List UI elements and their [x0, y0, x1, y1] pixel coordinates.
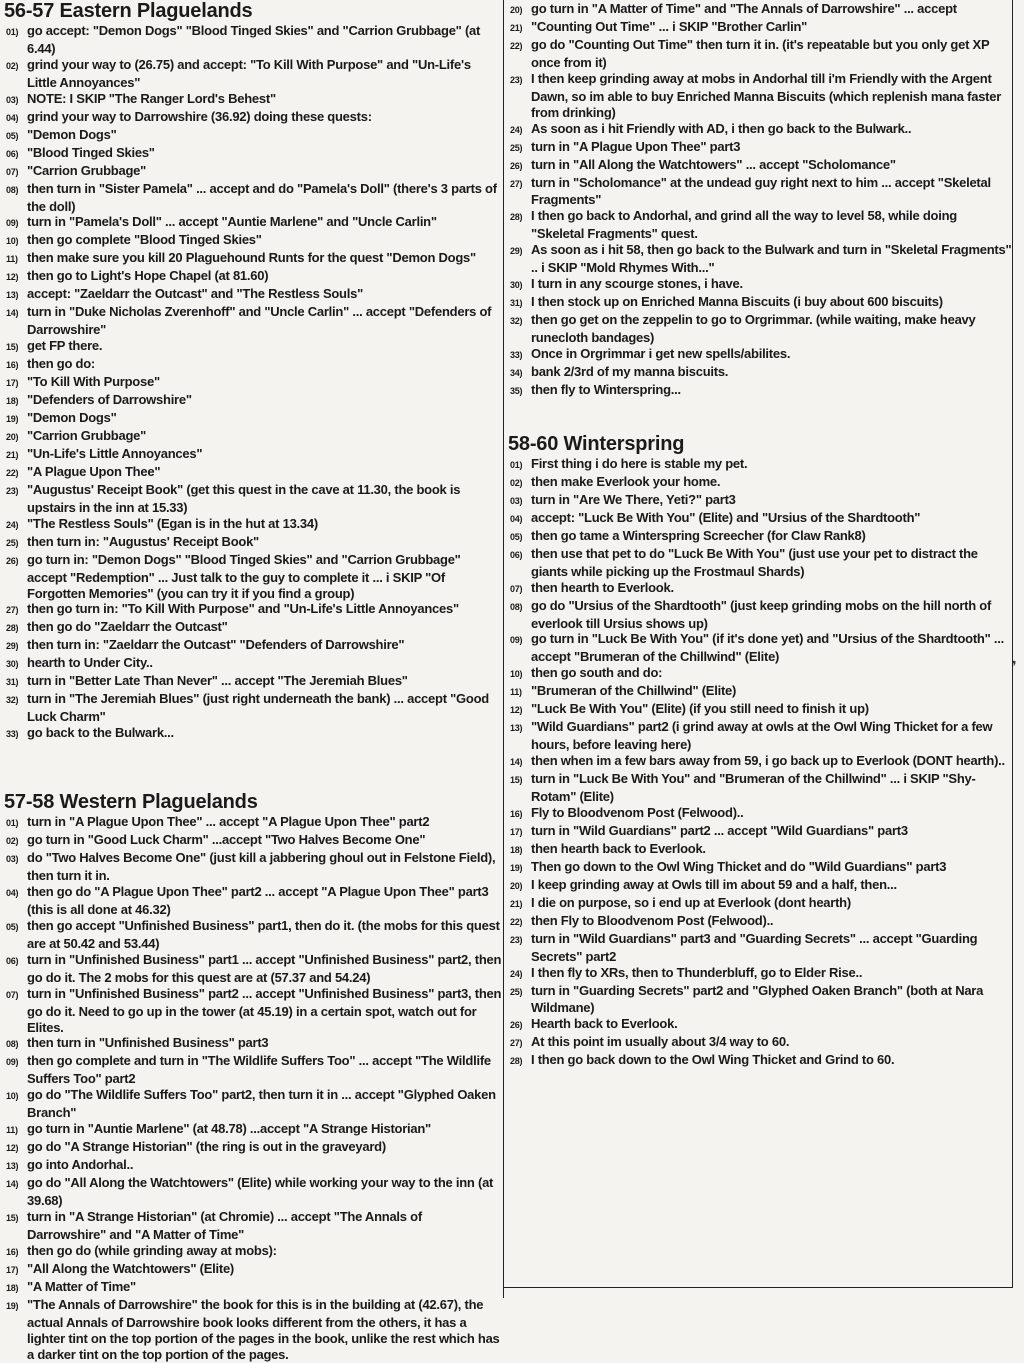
step-text: turn in "The Jeremiah Blues" (just right underneath the bank) ... accept "Good Luck Charm": [27, 691, 489, 725]
step-item: [0, 1087, 503, 1121]
step-text: do "Two Halves Become One" (just kill a jabbering ghoul out in Felstone Field), then turn it in.: [27, 849, 496, 883]
step-item: [0, 250, 503, 268]
step-item: [0, 850, 503, 884]
step-text: As soon as i hit 58, then go back to the Bulwark and turn in "Skeletal Fragments" .. i SKIP "Mold Rhymes With...": [531, 242, 1012, 276]
step-item: [504, 546, 1012, 580]
step-number: 06): [510, 549, 523, 560]
step-item: [0, 691, 503, 725]
section-title-eastern-plaguelands: 56-57 Eastern Plaguelands: [4, 0, 253, 22]
step-item: [0, 1209, 503, 1243]
step-item: [0, 410, 503, 428]
step-text: turn in "Unfinished Business" part1 ... accept "Unfinished Business" part2, then go do it. The 2 mobs for this quest are at (57.37 and 54.24): [27, 951, 502, 985]
step-number: 29): [510, 246, 523, 257]
step-number: 21): [6, 449, 19, 460]
step-number: 10): [6, 236, 19, 247]
step-item: [0, 1139, 503, 1157]
step-number: 16): [510, 808, 523, 819]
step-text: turn in "Unfinished Business" part2 ... accept "Unfinished Business" part3, then go do it. Need to go up in the tower (at 45.19) in a certain spot, watch out for Elites.: [27, 985, 502, 1035]
step-text: then go complete "Blood Tinged Skies": [27, 232, 262, 248]
step-item: [504, 276, 1012, 294]
step-number: 20): [510, 5, 523, 15]
eastern-plaguelands-steps: [0, 23, 503, 743]
step-item: [504, 753, 1012, 771]
step-item: [504, 364, 1012, 382]
step-number: 17): [6, 1264, 19, 1275]
step-item: [0, 516, 503, 534]
step-number: 05): [6, 130, 19, 141]
step-number: 08): [6, 1039, 19, 1050]
step-item: [0, 552, 503, 602]
step-item: [504, 1052, 1012, 1070]
step-item: [0, 601, 503, 619]
step-item: [0, 304, 503, 338]
step-number: 20): [6, 431, 19, 442]
step-number: 07): [6, 166, 19, 177]
step-number: 21): [510, 22, 523, 33]
step-item: [0, 286, 503, 304]
step-text: turn in "Guarding Secrets" part2 and "Glyphed Oaken Branch" (both at Nara Wildmane): [531, 982, 984, 1016]
step-number: 22): [510, 916, 523, 927]
step-number: 11): [6, 1125, 18, 1136]
step-item: [0, 127, 503, 145]
step-number: 07): [6, 989, 19, 1000]
step-item: [504, 841, 1012, 859]
step-number: 15): [6, 1213, 19, 1223]
step-item: [0, 145, 503, 163]
step-text: then turn in "Sister Pamela" ... accept and do "Pamela's Doll" (there's 3 parts of the doll): [27, 180, 497, 214]
step-text: turn in "Wild Guardians" part2 ... accept "Wild Guardians" part3: [531, 822, 908, 838]
step-number: 20): [510, 880, 523, 891]
step-text: "Carrion Grubbage": [27, 162, 147, 178]
step-text: I then go back down to the Owl Wing Thicket and Grind to 60.: [531, 1052, 895, 1068]
step-text: go turn in: "Demon Dogs" "Blood Tinged Skies" and "Carrion Grubbage" accept "Redemption" ... Just talk to the guy to complete it ... i SKIP "Of Forgotten Memories" (you can try it if you find a group): [27, 551, 461, 601]
step-item: [0, 464, 503, 482]
step-text: turn in "Are We There, Yeti?" part3: [531, 491, 736, 507]
step-text: "The Restless Souls" (Egan is in the hut at 13.34): [27, 515, 318, 531]
step-number: 29): [6, 641, 19, 652]
step-text: then turn in "Unfinished Business" part3: [27, 1035, 269, 1051]
step-item: [0, 986, 503, 1036]
step-number: 27): [6, 605, 19, 616]
step-text: then go complete and turn in "The Wildlife Suffers Too" ... accept "The Wildlife Suffers Too" part2: [27, 1053, 491, 1087]
step-text: then go accept "Unfinished Business" part1, then do it. (the mobs for this quest are at 50.42 and 53.44): [27, 917, 500, 951]
step-item: [0, 1243, 503, 1261]
step-text: turn in "Duke Nicholas Zverenhoff" and "Uncle Carlin" ... accept "Defenders of Darrowshire": [27, 304, 492, 338]
step-number: 08): [6, 184, 19, 195]
step-item: [504, 208, 1012, 242]
step-number: 32): [6, 695, 19, 706]
step-text: turn in "Pamela's Doll" ... accept "Auntie Marlene" and "Uncle Carlin": [27, 214, 437, 230]
step-number: 04): [6, 887, 19, 898]
step-text: "All Along the Watchtowers" (Elite): [27, 1260, 235, 1276]
step-number: 28): [510, 1056, 523, 1067]
step-number: 16): [6, 360, 19, 371]
step-number: 13): [6, 1161, 19, 1172]
step-item: [504, 931, 1012, 965]
step-item: [0, 214, 503, 232]
step-number: 07): [510, 583, 523, 594]
step-number: 17): [6, 378, 19, 389]
step-number: 05): [510, 531, 523, 542]
step-item: [504, 121, 1012, 139]
step-item: [0, 482, 503, 516]
step-number: 17): [510, 826, 523, 837]
step-text: "Demon Dogs": [27, 126, 117, 142]
step-text: Hearth back to Everlook.: [531, 1016, 678, 1032]
step-item: [0, 637, 503, 655]
step-text: turn in "Wild Guardians" part3 and "Guarding Secrets" ... accept "Guarding Secrets" part2: [531, 930, 978, 964]
section-title-winterspring: 58-60 Winterspring: [508, 432, 685, 455]
step-text: accept: "Zaeldarr the Outcast" and "The Restless Souls": [27, 286, 364, 302]
step-text: then hearth back to Everlook.: [531, 840, 706, 856]
step-item: [504, 823, 1012, 841]
step-item: [504, 492, 1012, 510]
step-number: 05): [6, 921, 19, 932]
step-item: [504, 528, 1012, 546]
step-item: [504, 157, 1012, 175]
step-text: then go get on the zeppelin to go to Orgrimmar. (while waiting, make heavy runecloth bandages): [531, 312, 976, 346]
step-text: Then go down to the Owl Wing Thicket and do "Wild Guardians" part3: [531, 858, 947, 874]
step-text: I turn in any scourge stones, i have.: [531, 276, 743, 292]
step-text: then when im a few bars away from 59, i go back up to Everlook (DONT hearth)..: [531, 753, 1005, 769]
step-number: 22): [510, 40, 523, 51]
step-number: 02): [6, 836, 19, 847]
step-text: go turn in "A Matter of Time" and "The Annals of Darrowshire" ... accept: [531, 1, 957, 16]
left-column: [0, 0, 504, 1362]
step-text: go do "Ursius of the Shardtooth" (just keep grinding mobs on the hill north of everlook till Ursius shows up): [531, 597, 992, 631]
step-number: 06): [6, 955, 19, 966]
step-number: 04): [6, 112, 19, 123]
step-number: 26): [510, 1020, 523, 1031]
step-number: 25): [510, 986, 523, 997]
step-item: [0, 1261, 503, 1279]
step-number: 31): [510, 298, 523, 309]
step-number: 30): [6, 659, 19, 670]
step-item: [504, 510, 1012, 528]
step-item: [0, 725, 503, 743]
step-item: [504, 294, 1012, 312]
step-number: 04): [510, 513, 523, 524]
step-text: First thing i do here is stable my pet.: [531, 455, 748, 471]
step-number: 24): [510, 968, 523, 979]
step-text: go accept: "Demon Dogs" "Blood Tinged Skies" and "Carrion Grubbage" (at 6.44): [27, 23, 481, 56]
right-column: [504, 0, 1013, 1288]
step-text: hearth to Under City..: [27, 655, 153, 671]
step-text: then make Everlook your home.: [531, 473, 721, 489]
step-item: [0, 1297, 503, 1363]
step-item: [504, 859, 1012, 877]
step-number: 24): [6, 519, 19, 530]
step-text: then Fly to Bloodvenom Post (Felwood)..: [531, 912, 774, 928]
step-number: 12): [6, 272, 19, 283]
step-item: [0, 1035, 503, 1053]
step-number: 25): [6, 537, 19, 548]
step-number: 23): [6, 485, 19, 496]
step-text: turn in "A Plague Upon Thee" ... accept "A Plague Upon Thee" part2: [27, 814, 430, 830]
step-item: [0, 1121, 503, 1139]
step-text: go turn in "Auntie Marlene" (at 48.78) ...accept "A Strange Historian": [27, 1121, 431, 1137]
step-text: "Carrion Grubbage": [27, 427, 147, 443]
step-text: go do "All Along the Watchtowers" (Elite) while working your way to the inn (at 39.68): [27, 1175, 494, 1209]
step-text: get FP there.: [27, 338, 103, 354]
step-item: [504, 805, 1012, 823]
step-item: [0, 619, 503, 637]
step-text: then turn in: "Zaeldarr the Outcast" "Defenders of Darrowshire": [27, 637, 405, 653]
step-text: then hearth to Everlook.: [531, 579, 674, 595]
step-item: [504, 139, 1012, 157]
step-item: [504, 877, 1012, 895]
step-number: 23): [510, 934, 523, 945]
step-item: [504, 719, 1012, 753]
step-item: [504, 598, 1012, 632]
step-text: "To Kill With Purpose": [27, 374, 160, 390]
step-text: "A Plague Upon Thee": [27, 463, 161, 479]
step-number: 19): [510, 862, 523, 873]
step-item: [0, 428, 503, 446]
step-item: [0, 392, 503, 410]
step-text: then go do "Zaeldarr the Outcast": [27, 619, 228, 635]
step-number: 34): [510, 368, 523, 379]
step-item: [0, 109, 503, 127]
step-item: [504, 701, 1012, 719]
step-text: then go do "A Plague Upon Thee" part2 ... accept "A Plague Upon Thee" part3 (this is all done at 46.32): [27, 883, 489, 917]
step-number: 14): [510, 757, 523, 768]
step-number: 01): [510, 459, 523, 470]
step-item: [504, 71, 1012, 121]
step-text: then fly to Winterspring...: [531, 381, 681, 397]
step-number: 12): [510, 705, 523, 716]
step-number: 12): [6, 1143, 19, 1154]
step-text: go do "The Wildlife Suffers Too" part2, then turn it in ... accept "Glyphed Oaken Branch": [27, 1087, 496, 1121]
step-text: "The Annals of Darrowshire" the book for this is in the building at (42.67), the actual Annals of Darrowshire book looks different from the others, it has a lighter tint on the top portion of the pages in the book, unlike the rest which has a darker tint on the top portion of the pages.: [27, 1296, 500, 1362]
step-text: turn in "A Plague Upon Thee" part3: [531, 138, 741, 154]
step-item: [504, 1, 1012, 19]
step-number: 13): [510, 723, 523, 734]
step-number: 23): [510, 74, 523, 85]
step-number: 21): [510, 898, 523, 909]
step-item: [0, 91, 503, 109]
step-text: then go do:: [27, 356, 96, 372]
step-text: I then keep grinding away at mobs in Andorhal till i'm Friendly with the Argent Dawn, so im able to buy Enriched Manna Biscuits (which replenish mana faster from drinking): [531, 70, 1002, 120]
step-item: [504, 474, 1012, 492]
step-item: [0, 181, 503, 215]
step-item: [504, 1016, 1012, 1034]
step-number: 18): [510, 844, 523, 855]
step-number: 19): [6, 1300, 19, 1311]
step-item: [504, 242, 1012, 276]
step-number: 24): [510, 124, 523, 135]
step-text: "Defenders of Darrowshire": [27, 392, 192, 408]
step-item: [0, 23, 503, 57]
step-item: [504, 631, 1012, 665]
step-number: 11): [510, 687, 522, 698]
step-item: [0, 446, 503, 464]
step-text: then go tame a Winterspring Screecher (for Claw Rank8): [531, 527, 866, 543]
step-item: [504, 456, 1012, 474]
step-text: go do "Counting Out Time" then turn it in. (it's repeatable but you only get XP once from it): [531, 36, 990, 70]
step-number: 32): [510, 316, 523, 327]
step-text: then make sure you kill 20 Plaguehound Runts for the quest "Demon Dogs": [27, 250, 476, 266]
step-number: 22): [6, 467, 19, 478]
step-item: [504, 665, 1012, 683]
step-text: turn in "Scholomance" at the undead guy right next to him ... accept "Skeletal Fragments": [531, 174, 991, 208]
step-number: 02): [6, 60, 19, 71]
step-item: [504, 983, 1012, 1017]
step-item: [504, 37, 1012, 71]
step-item: [0, 232, 503, 250]
step-number: 30): [510, 280, 523, 291]
step-text: At this point im usually about 3/4 way to 60.: [531, 1034, 790, 1050]
step-number: 16): [6, 1246, 19, 1257]
step-text: I then fly to XRs, then to Thunderbluff, go to Elder Rise..: [531, 964, 863, 980]
step-text: go back to the Bulwark...: [27, 725, 174, 741]
step-text: "Blood Tinged Skies": [27, 144, 155, 160]
step-number: 28): [510, 212, 523, 223]
step-text: "Wild Guardians" part2 (i grind away at owls at the Owl Wing Thicket for a few hours, before leaving here): [531, 719, 993, 753]
step-number: 25): [510, 142, 523, 153]
step-number: 35): [510, 385, 523, 396]
step-item: [0, 57, 503, 91]
step-number: 03): [6, 853, 19, 864]
step-item: [504, 965, 1012, 983]
step-item: [0, 338, 503, 356]
step-text: I then go back to Andorhal, and grind all the way to level 58, while doing "Skeletal Fragments" quest.: [531, 208, 957, 242]
step-number: 14): [6, 308, 19, 319]
step-text: go turn in "Luck Be With You" (if it's done yet) and "Ursius of the Shardtooth" ... accept "Brumeran of the Chillwind" (Elite): [531, 631, 1004, 665]
step-text: then go south and do:: [531, 665, 663, 681]
step-text: turn in "Better Late Than Never" ... accept "The Jeremiah Blues": [27, 673, 408, 689]
step-item: [0, 534, 503, 552]
step-item: [504, 19, 1012, 37]
step-item: [504, 175, 1012, 209]
step-item: [0, 655, 503, 673]
step-text: turn in "All Along the Watchtowers" ... accept "Scholomance": [531, 156, 896, 172]
step-number: 10): [510, 669, 523, 680]
step-number: 14): [6, 1179, 19, 1190]
step-number: 27): [510, 1038, 523, 1049]
step-item: [504, 895, 1012, 913]
step-item: [0, 1279, 503, 1297]
step-item: [0, 1053, 503, 1087]
step-number: 02): [510, 477, 523, 488]
step-number: 08): [510, 601, 523, 612]
step-text: then use that pet to do "Luck Be With You" (just use your pet to distract the giants while picking up the Frostmaul Shards): [531, 545, 978, 579]
step-item: [0, 268, 503, 286]
step-item: [0, 356, 503, 374]
step-number: 33): [6, 729, 19, 740]
step-item: [504, 1034, 1012, 1052]
step-number: 10): [6, 1091, 19, 1102]
step-number: 26): [510, 160, 523, 171]
step-number: 09): [6, 1057, 19, 1068]
step-item: [0, 1157, 503, 1175]
step-number: 19): [6, 413, 19, 424]
step-number: 15): [510, 775, 523, 786]
step-text: NOTE: I SKIP "The Ranger Lord's Behest": [27, 90, 276, 106]
step-item: [504, 771, 1012, 805]
step-item: [0, 374, 503, 392]
step-item: [0, 832, 503, 850]
winterspring-steps: [504, 456, 1012, 1070]
step-item: [504, 913, 1012, 931]
step-item: [504, 580, 1012, 598]
step-item: [504, 346, 1012, 364]
stray-mark: ❜: [1012, 658, 1017, 674]
step-text: Once in Orgrimmar i get new spells/abilites.: [531, 346, 791, 362]
step-item: [0, 1175, 503, 1209]
step-text: "A Matter of Time": [27, 1278, 136, 1294]
step-text: "Counting Out Time" ... i SKIP "Brother Carlin": [531, 18, 808, 34]
step-number: 09): [510, 635, 523, 646]
step-number: 33): [510, 350, 523, 361]
step-text: go into Andorhal..: [27, 1157, 134, 1173]
step-text: "Un-Life's Little Annoyances": [27, 445, 203, 461]
step-item: [504, 312, 1012, 346]
section-title-western-plaguelands: 57-58 Western Plaguelands: [4, 791, 258, 814]
step-number: 31): [6, 677, 19, 688]
step-number: 26): [6, 555, 19, 566]
step-text: turn in "Luck Be With You" and "Brumeran of the Chillwind" ... i SKIP "Shy-Rotam" (Elite): [531, 771, 976, 805]
step-text: "Brumeran of the Chillwind" (Elite): [531, 683, 737, 699]
step-text: As soon as i hit Friendly with AD, i then go back to the Bulwark..: [531, 120, 912, 136]
step-item: [504, 683, 1012, 701]
step-number: 03): [510, 495, 523, 506]
step-number: 01): [6, 818, 19, 829]
step-item: [0, 673, 503, 691]
step-number: 06): [6, 148, 19, 159]
step-number: 09): [6, 218, 19, 229]
step-item: [0, 952, 503, 986]
step-text: bank 2/3rd of my manna biscuits.: [531, 364, 729, 380]
western-plaguelands-continued-steps: [504, 1, 1012, 400]
step-number: 18): [6, 1282, 19, 1293]
step-number: 27): [510, 178, 523, 189]
step-text: I then stock up on Enriched Manna Biscuits (i buy about 600 biscuits): [531, 294, 943, 310]
step-text: turn in "A Strange Historian" (at Chromie) ... accept "The Annals of Darrowshire" and "A Matter of Time": [27, 1209, 422, 1242]
step-number: 13): [6, 290, 19, 301]
step-number: 15): [6, 342, 19, 353]
western-plaguelands-steps: [0, 814, 503, 1363]
step-text: grind your way to Darrowshire (36.92) doing these quests:: [27, 108, 372, 124]
step-text: accept: "Luck Be With You" (Elite) and "Ursius of the Shardtooth": [531, 509, 921, 525]
step-text: I keep grinding away at Owls till im about 59 and a half, then...: [531, 876, 897, 892]
step-text: "Augustus' Receipt Book" (get this quest in the cave at 11.30, the book is upstairs in the inn at 15.33): [27, 481, 461, 515]
step-number: 11): [6, 254, 18, 265]
step-text: then turn in: "Augustus' Receipt Book": [27, 533, 259, 549]
step-text: go do "A Strange Historian" (the ring is out in the graveyard): [27, 1139, 386, 1155]
step-item: [0, 814, 503, 832]
step-item: [0, 918, 503, 952]
step-text: then go do (while grinding away at mobs):: [27, 1242, 277, 1258]
step-item: [0, 163, 503, 181]
step-number: 03): [6, 94, 19, 105]
step-item: [504, 382, 1012, 400]
step-text: Fly to Bloodvenom Post (Felwood)..: [531, 804, 744, 820]
step-text: go turn in "Good Luck Charm" ...accept "Two Halves Become One": [27, 832, 426, 848]
step-text: I die on purpose, so i end up at Everlook (dont hearth): [531, 894, 851, 910]
step-item: [0, 884, 503, 918]
step-number: 28): [6, 623, 19, 634]
step-text: then go to Light's Hope Chapel (at 81.60): [27, 268, 269, 284]
step-text: "Demon Dogs": [27, 409, 117, 425]
step-text: grind your way to (26.75) and accept: "To Kill With Purpose" and "Un-Life's Little Annoyances": [27, 56, 471, 90]
step-text: then go turn in: "To Kill With Purpose" and "Un-Life's Little Annoyances": [27, 601, 459, 617]
step-number: 01): [6, 27, 19, 37]
step-text: "Luck Be With You" (Elite) (if you still need to finish it up): [531, 701, 869, 717]
step-number: 18): [6, 396, 19, 407]
